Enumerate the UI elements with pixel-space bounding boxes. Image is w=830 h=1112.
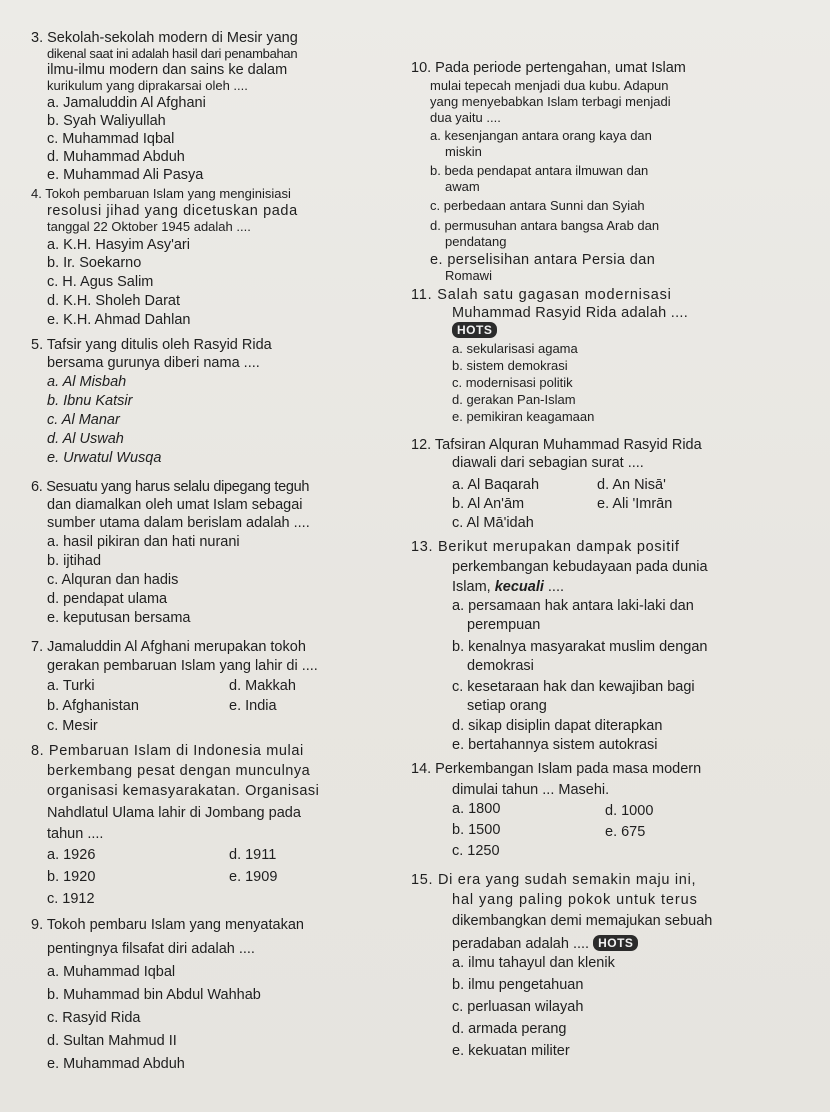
q13-line-3-tail: .... — [543, 579, 565, 595]
q8-line-4: Nahdlatul Ulama lahir di Jombang pada — [47, 805, 301, 821]
q4-option-d[interactable]: d. K.H. Sholeh Darat — [47, 293, 180, 309]
q11-line-1: 11. Salah satu gagasan modernisasi — [411, 287, 672, 303]
q14-option-a[interactable]: a. 1800 — [452, 801, 501, 817]
q12-option-a[interactable]: a. Al Baqarah — [452, 477, 540, 493]
q11-option-c[interactable]: c. modernisasi politik — [452, 375, 573, 390]
q13-line-1: 13. Berikut merupakan dampak positif — [411, 539, 680, 555]
q4-line-3: tanggal 22 Oktober 1945 adalah .... — [47, 219, 251, 234]
q9-line-2: pentingnya filsafat diri adalah .... — [47, 941, 255, 957]
q15-line-4-wrap — [452, 935, 638, 952]
q12-option-c[interactable]: c. Al Mā'idah — [452, 515, 534, 531]
q10-option-c[interactable]: c. perbedaan antara Sunni dan Syiah — [430, 198, 645, 213]
q3-option-b[interactable]: b. Syah Waliyullah — [47, 113, 166, 129]
q6-line-3: sumber utama dalam berislam adalah .... — [47, 515, 310, 531]
q15-line-4: peradaban adalah .... — [452, 936, 590, 952]
q8-line-3: organisasi kemasyarakatan. Organisasi — [47, 783, 320, 799]
q12-option-d[interactable]: d. An Nisā' — [597, 477, 666, 493]
q11-line-2: Muhammad Rasyid Rida adalah .... — [452, 305, 689, 321]
q10-option-a-cont: miskin — [445, 144, 482, 159]
q5-option-a[interactable]: a. Al Misbah — [47, 374, 127, 390]
q13-line-3 — [452, 579, 564, 595]
q10-option-d[interactable]: d. permusuhan antara bangsa Arab dan — [430, 218, 660, 233]
q15-line-1: 15. Di era yang sudah semakin maju ini, — [411, 872, 697, 888]
q15-line-3: dikembangkan demi memajukan sebuah — [452, 913, 713, 929]
q15-option-a[interactable]: a. ilmu tahayul dan klenik — [452, 955, 615, 971]
q6-option-a[interactable]: a. hasil pikiran dan hati nurani — [47, 534, 240, 550]
q14-option-e[interactable]: e. 675 — [605, 824, 646, 840]
q10-option-a[interactable]: a. kesenjangan antara orang kaya dan — [430, 128, 652, 143]
q12-line-1: 12. Tafsiran Alquran Muhammad Rasyid Rida — [411, 437, 702, 453]
q13-option-d[interactable]: d. sikap disiplin dapat diterapkan — [452, 718, 663, 734]
q7-option-c[interactable]: c. Mesir — [47, 718, 98, 734]
q13-option-a[interactable]: a. persamaan hak antara laki-laki dan — [452, 598, 694, 614]
q10-option-b[interactable]: b. beda pendapat antara ilmuwan dan — [430, 163, 649, 178]
q8-option-d[interactable]: d. 1911 — [229, 847, 277, 863]
q11-hots-badge-wrap — [452, 322, 497, 338]
q13-line-3-text: Islam, — [452, 579, 495, 595]
q12-option-b[interactable]: b. Al An'ām — [452, 496, 525, 512]
q7-line-1: 7. Jamaluddin Al Afghani merupakan tokoh — [31, 639, 306, 655]
q5-option-b[interactable]: b. Ibnu Katsir — [47, 393, 133, 409]
q8-line-5: tahun .... — [47, 826, 104, 842]
q6-option-e[interactable]: e. keputusan bersama — [47, 610, 191, 626]
q13-option-b[interactable]: b. kenalnya masyarakat muslim dengan — [452, 639, 708, 655]
q4-option-c[interactable]: c. H. Agus Salim — [47, 274, 154, 290]
q5-option-c[interactable]: c. Al Manar — [47, 412, 120, 428]
q7-option-a[interactable]: a. Turki — [47, 678, 95, 694]
q13-option-a-cont: perempuan — [467, 617, 541, 633]
q11-option-b[interactable]: b. sistem demokrasi — [452, 358, 568, 373]
q6-line-1: 6. Sesuatu yang harus selalu dipegang teguh — [31, 479, 310, 495]
q10-line-2: mulai tepecah menjadi dua kubu. Adapun — [430, 78, 669, 93]
q10-line-3: yang menyebabkan Islam terbagi menjadi — [430, 94, 671, 109]
q6-option-d[interactable]: d. pendapat ulama — [47, 591, 168, 607]
q14-option-d[interactable]: d. 1000 — [605, 803, 654, 819]
q15-line-2: hal yang paling pokok untuk terus — [452, 892, 698, 908]
q8-option-c[interactable]: c. 1912 — [47, 891, 95, 907]
q15-option-e[interactable]: e. kekuatan militer — [452, 1043, 570, 1059]
q8-option-b[interactable]: b. 1920 — [47, 869, 96, 885]
q13-option-c[interactable]: c. kesetaraan hak dan kewajiban bagi — [452, 679, 695, 695]
q3-line-2: dikenal saat ini adalah hasil dari penambahan — [47, 46, 298, 61]
q8-line-2: berkembang pesat dengan munculnya — [47, 763, 311, 779]
q14-line-1: 14. Perkembangan Islam pada masa modern — [411, 761, 702, 777]
q11-option-d[interactable]: d. gerakan Pan-Islam — [452, 392, 576, 407]
q6-line-2: dan diamalkan oleh umat Islam sebagai — [47, 497, 303, 513]
q10-option-d-cont: pendatang — [445, 234, 507, 249]
q8-option-a[interactable]: a. 1926 — [47, 847, 96, 863]
q12-line-2: diawali dari sebagian surat .... — [452, 455, 644, 471]
q3-option-d[interactable]: d. Muhammad Abduh — [47, 149, 185, 165]
q7-option-d[interactable]: d. Makkah — [229, 678, 296, 694]
q7-line-2: gerakan pembaruan Islam yang lahir di .... — [47, 658, 318, 674]
q10-option-e-cont: Romawi — [445, 268, 492, 283]
q12-option-e[interactable]: e. Ali 'Imrān — [597, 496, 673, 512]
q15-option-c[interactable]: c. perluasan wilayah — [452, 999, 584, 1015]
q14-option-c[interactable]: c. 1250 — [452, 843, 500, 859]
q14-option-b[interactable]: b. 1500 — [452, 822, 501, 838]
q5-option-d[interactable]: d. Al Uswah — [47, 431, 124, 447]
q3-line-4: kurikulum yang diprakarsai oleh .... — [47, 78, 248, 93]
q6-option-b[interactable]: b. ijtihad — [47, 553, 102, 569]
q5-line-1: 5. Tafsir yang ditulis oleh Rasyid Rida — [31, 337, 272, 353]
q10-option-b-cont: awam — [445, 179, 480, 194]
q9-option-b[interactable]: b. Muhammad bin Abdul Wahhab — [47, 987, 261, 1003]
q10-option-e[interactable]: e. perselisihan antara Persia dan — [430, 252, 656, 268]
q9-option-e[interactable]: e. Muhammad Abduh — [47, 1056, 185, 1072]
q13-line-2: perkembangan kebudayaan pada dunia — [452, 559, 708, 575]
q13-kecuali: kecuali — [494, 579, 544, 595]
q4-option-a[interactable]: a. K.H. Hasyim Asy'ari — [47, 237, 190, 253]
q3-option-e[interactable]: e. Muhammad Ali Pasya — [47, 167, 204, 183]
q11-option-e[interactable]: e. pemikiran keagamaan — [452, 409, 595, 424]
q8-option-e[interactable]: e. 1909 — [229, 869, 278, 885]
q9-line-1: 9. Tokoh pembaru Islam yang menyatakan — [31, 917, 304, 933]
q15-hots-badge: HOTS — [593, 935, 638, 951]
q8-line-1: 8. Pembaruan Islam di Indonesia mulai — [31, 743, 304, 759]
q15-option-d[interactable]: d. armada perang — [452, 1021, 567, 1037]
q13-option-c-cont: setiap orang — [467, 698, 547, 714]
q14-line-2: dimulai tahun ... Masehi. — [452, 782, 610, 798]
q4-line-2: resolusi jihad yang dicetuskan pada — [47, 203, 298, 219]
q11-hots-badge: HOTS — [452, 322, 497, 338]
q9-option-d[interactable]: d. Sultan Mahmud II — [47, 1033, 177, 1049]
q3-line-1: 3. Sekolah-sekolah modern di Mesir yang — [31, 30, 298, 46]
q13-option-e[interactable]: e. bertahannya sistem autokrasi — [452, 737, 658, 753]
q15-option-b[interactable]: b. ilmu pengetahuan — [452, 977, 584, 993]
q7-option-b[interactable]: b. Afghanistan — [47, 698, 139, 714]
q9-option-a[interactable]: a. Muhammad Iqbal — [47, 964, 176, 980]
q10-line-1: 10. Pada periode pertengahan, umat Islam — [411, 60, 686, 76]
q5-option-e[interactable]: e. Urwatul Wusqa — [47, 450, 162, 466]
q3-option-a[interactable]: a. Jamaluddin Al Afghani — [47, 95, 206, 111]
q3-option-c[interactable]: c. Muhammad Iqbal — [47, 131, 175, 147]
q10-line-4: dua yaitu .... — [430, 110, 501, 125]
q7-option-e[interactable]: e. India — [229, 698, 277, 714]
q6-option-c[interactable]: c. Alquran dan hadis — [47, 572, 179, 588]
q9-option-c[interactable]: c. Rasyid Rida — [47, 1010, 141, 1026]
q4-option-b[interactable]: b. Ir. Soekarno — [47, 255, 142, 271]
q4-option-e[interactable]: e. K.H. Ahmad Dahlan — [47, 312, 191, 328]
q13-option-b-cont: demokrasi — [467, 658, 534, 674]
q3-line-3: ilmu-ilmu modern dan sains ke dalam — [47, 62, 288, 78]
q11-option-a[interactable]: a. sekularisasi agama — [452, 341, 578, 356]
q5-line-2: bersama gurunya diberi nama .... — [47, 355, 260, 371]
q4-line-1: 4. Tokoh pembaruan Islam yang menginisiasi — [31, 186, 291, 201]
